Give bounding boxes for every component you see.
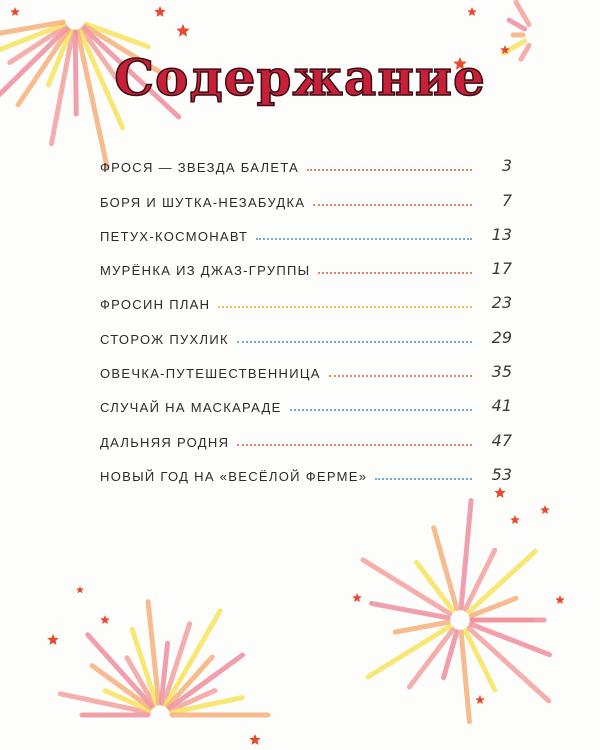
toc-page-number: 29 xyxy=(491,327,512,347)
table-of-contents xyxy=(100,141,512,484)
toc-item-title: ФРОСИН ПЛАН xyxy=(100,297,211,313)
toc-item[interactable] xyxy=(100,312,512,346)
toc-item[interactable] xyxy=(100,175,512,209)
toc-leader-dots xyxy=(307,169,472,171)
firework-ray xyxy=(461,632,469,722)
toc-item[interactable] xyxy=(100,347,512,381)
star-icon xyxy=(475,695,485,704)
toc-item-title: ФРОСЯ — ЗВЕЗДА БАЛЕТА xyxy=(100,160,300,176)
toc-page-number: 7 xyxy=(501,190,512,210)
star-icon xyxy=(494,487,505,498)
toc-item[interactable] xyxy=(100,278,512,312)
star-icon xyxy=(510,515,520,524)
star-icon xyxy=(47,634,58,645)
toc-page-number: 41 xyxy=(491,396,512,416)
star-icon xyxy=(555,595,565,604)
star-icon xyxy=(352,593,362,602)
toc-leader-dots xyxy=(318,272,472,274)
toc-page-number: 13 xyxy=(491,224,512,244)
firework-burst xyxy=(60,602,268,715)
toc-item[interactable] xyxy=(100,244,512,278)
toc-item[interactable] xyxy=(100,141,512,175)
star-icon xyxy=(100,615,110,624)
toc-page-number: 23 xyxy=(491,293,512,313)
toc-leader-dots xyxy=(218,306,472,308)
toc-page-number: 47 xyxy=(491,430,512,450)
toc-leader-dots xyxy=(256,238,472,240)
toc-page-number: 3 xyxy=(501,156,512,176)
toc-item-title: ОВЕЧКА-ПУТЕШЕСТВЕННИЦА xyxy=(100,366,321,382)
star-icon xyxy=(176,24,189,37)
star-icon xyxy=(540,505,550,514)
toc-page-number: 35 xyxy=(491,362,512,382)
toc-leader-dots xyxy=(237,444,472,446)
firework-burst xyxy=(363,501,549,722)
star-icon xyxy=(10,7,20,16)
toc-item-title: СЛУЧАЙ НА МАСКАРАДЕ xyxy=(100,400,282,416)
star-icon xyxy=(467,7,477,16)
toc-page-number: 17 xyxy=(491,259,512,279)
toc-leader-dots xyxy=(237,341,472,343)
toc-item[interactable] xyxy=(100,210,512,244)
toc-item-title: БОРЯ И ШУТКА-НЕЗАБУДКА xyxy=(100,194,306,210)
toc-item-title: НОВЫЙ ГОД НА «ВЕСЁЛОЙ ФЕРМЕ» xyxy=(100,468,368,484)
toc-item-title: СТОРОЖ ПУХЛИК xyxy=(100,331,229,347)
firework-ray xyxy=(509,20,525,29)
star-icon xyxy=(76,586,84,593)
toc-leader-dots xyxy=(313,204,472,206)
toc-item[interactable] xyxy=(100,381,512,415)
toc-page-number: 53 xyxy=(491,464,512,484)
star-icon xyxy=(249,734,260,745)
toc-leader-dots xyxy=(290,409,472,411)
page-title: Содержание xyxy=(114,48,486,107)
toc-item[interactable] xyxy=(100,450,512,484)
toc-item-title: ДАЛЬНЯЯ РОДНЯ xyxy=(100,434,230,450)
star-icon xyxy=(154,6,165,17)
firework-ray xyxy=(516,2,529,25)
toc-item-title: ПЕТУХ-КОСМОНАВТ xyxy=(100,228,249,244)
toc-item[interactable] xyxy=(100,415,512,449)
toc-leader-dots xyxy=(329,375,472,377)
firework-ray xyxy=(461,501,471,609)
toc-item-title: МУРЁНКА ИЗ ДЖАЗ-ГРУППЫ xyxy=(100,263,311,279)
toc-leader-dots xyxy=(375,478,472,480)
